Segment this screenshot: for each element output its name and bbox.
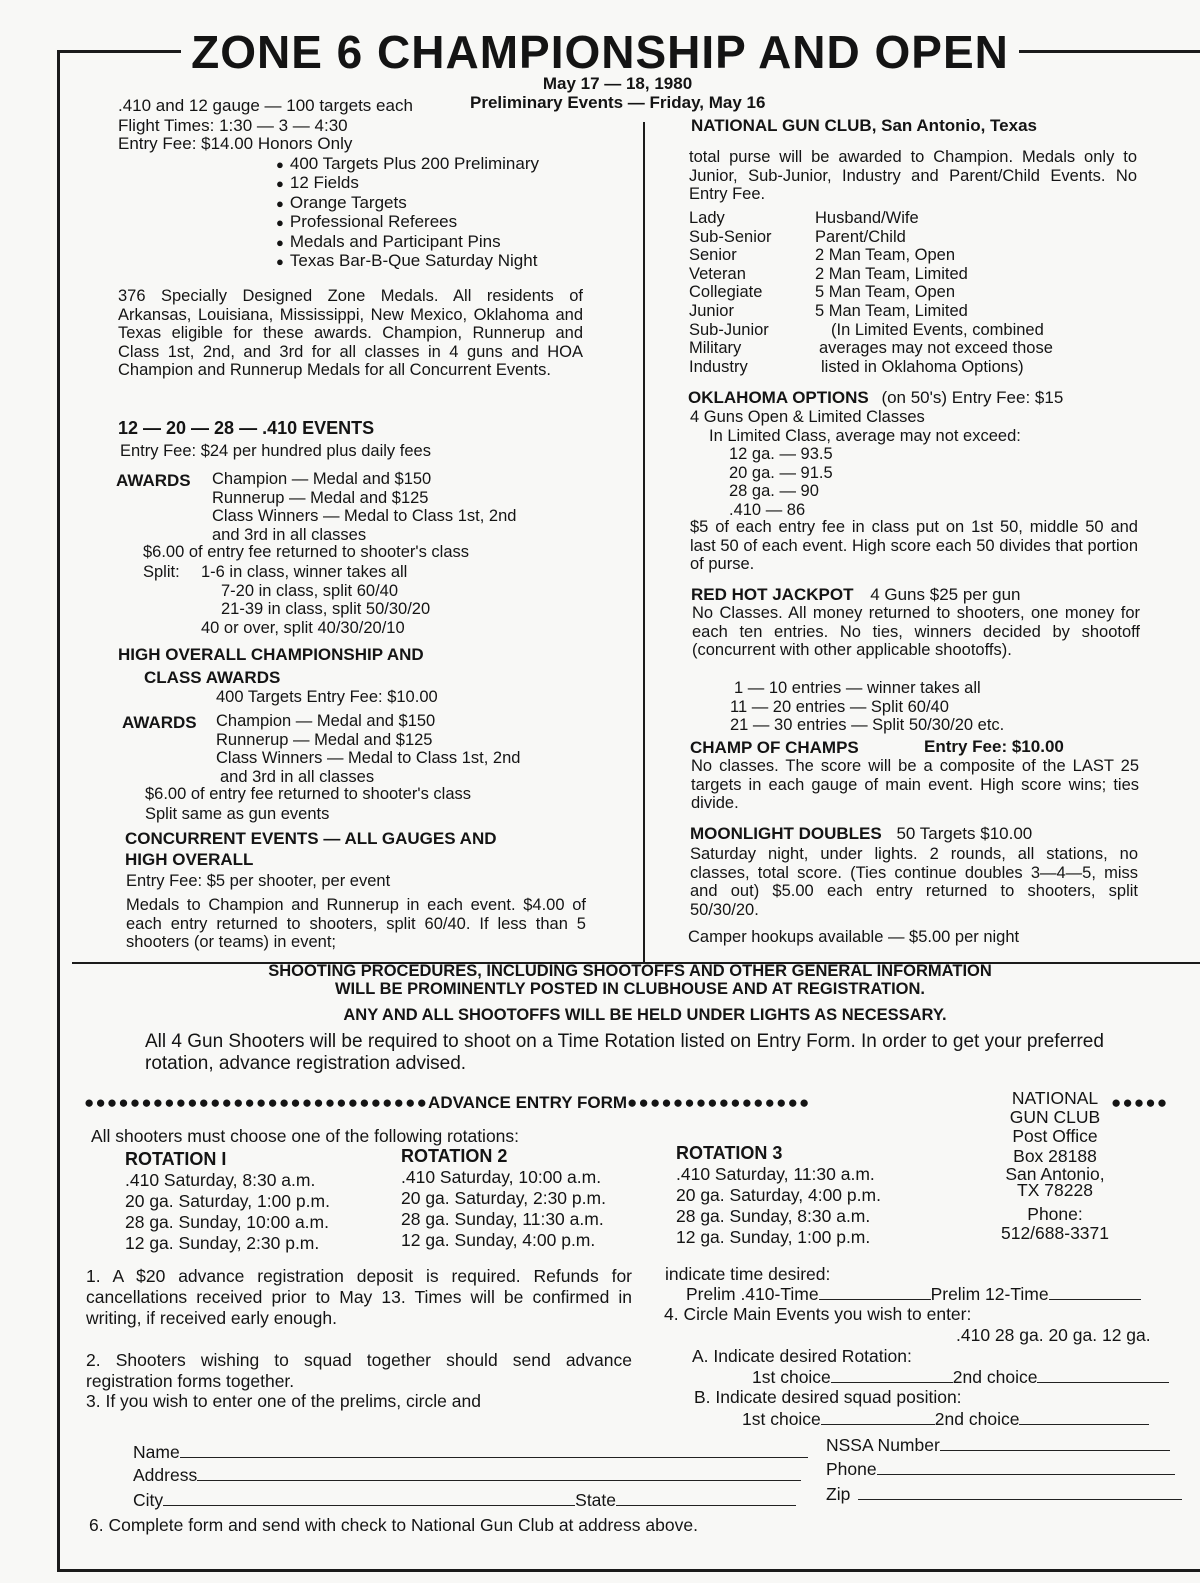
category-item: Junior bbox=[689, 301, 734, 320]
city-row bbox=[133, 1489, 796, 1511]
feature-item: ● Orange Targets bbox=[276, 194, 539, 213]
category-item: Sub-Junior bbox=[689, 320, 769, 339]
rotation-item: 20 ga. Saturday, 4:00 p.m. bbox=[676, 1185, 881, 1205]
zone-medals-text: 376 Specially Designed Zone Medals. All residents of Arkansas, Louisiana, Mississippi, New Mexico, Oklahoma and Texas eligible for these awards. Champion, Runnerup and Class 1st, 2nd, and 3rd for all classes in 4 guns and HOA Champion and Runnerup Medals for all Concurrent Events. bbox=[118, 287, 583, 380]
squad-first-choice-field[interactable] bbox=[821, 1408, 935, 1425]
dot-leader: ●●●●●●●●●●●●●●●● bbox=[627, 1093, 811, 1112]
award-line: Class Winners — Medal to Class 1st, 2nd bbox=[212, 507, 517, 526]
limit-item: .410 — 86 bbox=[729, 500, 806, 519]
prelim-410-field[interactable] bbox=[819, 1283, 931, 1300]
address-field[interactable] bbox=[197, 1464, 801, 1481]
oklahoma-heading-row bbox=[688, 388, 1063, 408]
nssa-label: NSSA Number bbox=[826, 1435, 940, 1455]
prelim-line: .410 and 12 gauge — 100 targets each bbox=[118, 96, 413, 115]
moonlight-sub: 50 Targets $10.00 bbox=[896, 824, 1033, 843]
jackpot-sub: 4 Guns $25 per gun bbox=[870, 585, 1021, 604]
hoa-heading: HIGH OVERALL CHAMPIONSHIP AND bbox=[118, 645, 424, 664]
jackpot-tiers bbox=[730, 679, 1004, 735]
form-item-2: 2. Shooters wishing to squad together should send advance registration forms together. bbox=[86, 1350, 632, 1391]
moonlight-heading: MOONLIGHT DOUBLES bbox=[690, 824, 882, 843]
prelim-12-field[interactable] bbox=[1049, 1283, 1141, 1300]
champ-text: No classes. The score will be a composite of the LAST 25 targets in each gauge of main event. High score wins; ties divide. bbox=[691, 757, 1139, 813]
limit-item: 28 ga. — 90 bbox=[729, 482, 819, 501]
oklahoma-guns: 4 Guns Open & Limited Classes bbox=[690, 408, 925, 426]
rotation-title: ROTATION 3 bbox=[676, 1143, 783, 1163]
category-item: listed in Oklahoma Options) bbox=[821, 357, 1024, 376]
category-item: Sub-Senior bbox=[689, 227, 772, 246]
squad-second-choice-field[interactable] bbox=[1019, 1408, 1149, 1425]
category-item: Collegiate bbox=[689, 283, 763, 302]
zip-row bbox=[826, 1483, 1182, 1505]
feature-item: ● Medals and Participant Pins bbox=[276, 233, 539, 252]
squad-choice-label: B. Indicate desired squad position: bbox=[694, 1387, 962, 1407]
prelim-410-label: Prelim .410-Time bbox=[686, 1284, 819, 1304]
events-splits bbox=[201, 563, 430, 637]
oklahoma-limited: In Limited Class, average may not exceed: bbox=[709, 427, 1021, 445]
category-item: Husband/Wife bbox=[815, 209, 919, 227]
category-item: Industry bbox=[689, 357, 748, 376]
concurrent-heading-2: HIGH OVERALL bbox=[125, 850, 254, 869]
rotation-item: 28 ga. Sunday, 8:30 a.m. bbox=[676, 1206, 871, 1226]
notice-line-2: WILL BE PROMINENTLY POSTED IN CLUBHOUSE AND AT REGISTRATION. bbox=[334, 980, 926, 998]
hoa-returned: $6.00 of entry fee returned to shooter's class bbox=[145, 785, 472, 803]
events-returned: $6.00 of entry fee returned to shooter's class bbox=[143, 543, 470, 561]
jackpot-heading-row bbox=[691, 585, 1020, 605]
oklahoma-sub: (on 50's) Entry Fee: $15 bbox=[881, 388, 1064, 407]
address-label: Address bbox=[133, 1465, 198, 1485]
city-label: City bbox=[133, 1490, 164, 1510]
rotation-item: 20 ga. Saturday, 1:00 p.m. bbox=[125, 1191, 330, 1211]
tier-item: 1 — 10 entries — winner takes all bbox=[734, 679, 981, 697]
address-line: Phone: bbox=[1027, 1203, 1083, 1224]
address-line: 512/688-3371 bbox=[1000, 1223, 1110, 1244]
name-row bbox=[133, 1441, 808, 1463]
award-line: Champion — Medal and $150 bbox=[216, 712, 436, 730]
oklahoma-heading: OKLAHOMA OPTIONS bbox=[688, 388, 869, 407]
concurrent-heading: CONCURRENT EVENTS — ALL GAUGES AND bbox=[125, 829, 497, 848]
rotation-choice-label: A. Indicate desired Rotation: bbox=[692, 1346, 912, 1366]
events-awards bbox=[212, 470, 516, 544]
flight-times: Flight Times: 1:30 — 3 — 4:30 bbox=[118, 116, 348, 135]
rotation-choice-row bbox=[752, 1366, 1169, 1388]
address-line: Box 28188 bbox=[1013, 1145, 1097, 1166]
first-choice-label: 1st choice bbox=[752, 1367, 831, 1387]
category-item: 5 Man Team, Limited bbox=[815, 301, 968, 320]
prelim-fee: Entry Fee: $14.00 Honors Only bbox=[118, 134, 353, 153]
champ-fee: Entry Fee: $10.00 bbox=[924, 737, 1064, 756]
category-item: (In Limited Events, combined bbox=[831, 320, 1044, 339]
category-list bbox=[689, 209, 772, 376]
address-row bbox=[133, 1464, 801, 1486]
tier-item: 11 — 20 entries — Split 60/40 bbox=[730, 697, 949, 716]
tier-item: 21 — 30 entries — Split 50/30/20 etc. bbox=[730, 716, 1005, 735]
purse-text: total purse will be awarded to Champion. Medals only to Junior, Sub-Junior, Industry and Parent/Child Events. No Entry Fee. bbox=[689, 148, 1137, 204]
camper-text: Camper hookups available — $5.00 per night bbox=[688, 928, 1020, 946]
category-item: averages may not exceed those bbox=[819, 339, 1053, 358]
oklahoma-limits bbox=[729, 445, 833, 519]
oklahoma-text: $5 of each entry fee in class put on 1st 50, middle 50 and last 50 of each event. High score each 50 divides that portion of purse. bbox=[690, 518, 1138, 574]
prelim-heading: Preliminary Events — Friday, May 16 bbox=[470, 93, 766, 112]
rotation-note: All 4 Gun Shooters will be required to shoot on a Time Rotation listed on Entry Form. In order to get your preferred rotation, advance registration advised. bbox=[145, 1031, 1104, 1074]
dot-leader-right: ●●●●● bbox=[1111, 1093, 1169, 1112]
rotation-item: 12 ga. Sunday, 2:30 p.m. bbox=[125, 1233, 320, 1253]
jackpot-text: No Classes. All money returned to shooters, one money for each ten entries. No ties, winners decided by shootoff (concurrent with other applicable shootoffs). bbox=[692, 604, 1140, 660]
feature-item: ● Professional Referees bbox=[276, 213, 539, 232]
address-line: GUN CLUB bbox=[1009, 1107, 1101, 1128]
rotation-item: .410 Saturday, 10:00 a.m. bbox=[401, 1167, 602, 1187]
category-item: Veteran bbox=[689, 264, 746, 283]
moonlight-text: Saturday night, under lights. 2 rounds, all stations, no classes, total score. (Ties continue doubles 3—4—5, miss and out) $5.00 each entry returned to shooters, split 50/30/20. bbox=[690, 845, 1138, 919]
notice-line-1: SHOOTING PROCEDURES, INCLUDING SHOOTOFFS AND OTHER GENERAL INFORMATION bbox=[268, 962, 992, 980]
category-item: Parent/Child bbox=[815, 227, 906, 246]
state-label: State bbox=[575, 1490, 617, 1510]
prelim-410-row bbox=[686, 1283, 1141, 1305]
indicate-text: indicate time desired: bbox=[665, 1264, 831, 1284]
club-heading: NATIONAL GUN CLUB, San Antonio, Texas bbox=[691, 116, 1037, 135]
nssa-field[interactable] bbox=[940, 1434, 1170, 1451]
club-address bbox=[990, 1089, 1120, 1243]
second-choice-label: 2nd choice bbox=[952, 1367, 1038, 1387]
award-line: Class Winners — Medal to Class 1st, 2nd bbox=[216, 749, 521, 768]
rotation-title: ROTATION I bbox=[125, 1149, 227, 1169]
notice-line-3: ANY AND ALL SHOOTOFFS WILL BE HELD UNDER LIGHTS AS NECESSARY. bbox=[343, 1006, 947, 1024]
address-line: NATIONAL bbox=[1011, 1088, 1099, 1108]
feature-item: ● 400 Targets Plus 200 Preliminary bbox=[276, 155, 539, 174]
category-item: 2 Man Team, Limited bbox=[815, 264, 968, 283]
name-field[interactable] bbox=[180, 1441, 808, 1458]
first-choice-label: 1st choice bbox=[742, 1409, 821, 1429]
rotation-item: 12 ga. Sunday, 4:00 p.m. bbox=[401, 1230, 596, 1250]
rotation-item: 12 ga. Sunday, 1:00 p.m. bbox=[676, 1227, 871, 1247]
gauge-options: .410 28 ga. 20 ga. 12 ga. bbox=[956, 1325, 1151, 1345]
nssa-row bbox=[826, 1434, 1170, 1456]
phone-row bbox=[826, 1458, 1175, 1480]
moonlight-heading-row bbox=[690, 824, 1032, 844]
form-item-1: 1. A $20 advance registration deposit is required. Refunds for cancellations received prior to May 13. Times will be confirmed in writing, if received early enough. bbox=[86, 1266, 632, 1328]
events-heading: 12 — 20 — 28 — .410 EVENTS bbox=[118, 418, 375, 438]
dot-leader: ●●●●●●●●●●●●●●●●●●●●●●●●●●●●●● bbox=[84, 1093, 429, 1112]
address-line: San Antonio, bbox=[1005, 1163, 1105, 1184]
form-item-4: 4. Circle Main Events you wish to enter: bbox=[664, 1304, 972, 1324]
events-fee: Entry Fee: $24 per hundred plus daily fees bbox=[120, 442, 431, 460]
rotation-item: 28 ga. Sunday, 11:30 a.m. bbox=[401, 1209, 604, 1229]
hoa-split: Split same as gun events bbox=[145, 805, 330, 823]
zip-field[interactable] bbox=[858, 1483, 1182, 1500]
category-item: 5 Man Team, Open bbox=[815, 283, 956, 302]
split-line: 7-20 in class, split 60/40 bbox=[221, 581, 399, 600]
form-item-6: 6. Complete form and send with check to National Gun Club at address above. bbox=[89, 1515, 698, 1535]
concurrent-text: Medals to Champion and Runnerup in each event. $4.00 of each entry returned to shooters, split 60/40. If less than 5 shooters (or teams) in event; bbox=[126, 896, 586, 952]
award-line: Champion — Medal and $150 bbox=[212, 470, 432, 488]
category-item: Military bbox=[689, 339, 742, 358]
events-awards-label: AWARDS bbox=[116, 471, 191, 490]
state-field[interactable] bbox=[616, 1489, 796, 1506]
form-item-3: 3. If you wish to enter one of the prelims, circle and bbox=[86, 1391, 481, 1411]
second-choice-label: 2nd choice bbox=[934, 1409, 1020, 1429]
split-label: Split: bbox=[143, 563, 180, 581]
feature-item: ● 12 Fields bbox=[276, 174, 539, 193]
category-list-2 bbox=[815, 209, 1053, 376]
feature-list bbox=[276, 155, 539, 271]
feature-item: ● Texas Bar-B-Que Saturday Night bbox=[276, 252, 539, 271]
rotation-item: .410 Saturday, 11:30 a.m. bbox=[676, 1164, 875, 1184]
rotation-1 bbox=[125, 1149, 330, 1254]
limit-item: 20 ga. — 91.5 bbox=[729, 463, 833, 482]
title-rule-right bbox=[1019, 50, 1200, 53]
category-item: 2 Man Team, Open bbox=[815, 246, 956, 265]
choose-text: All shooters must choose one of the following rotations: bbox=[91, 1126, 520, 1146]
zip-label: Zip bbox=[826, 1484, 851, 1504]
rotation-title: ROTATION 2 bbox=[401, 1146, 508, 1166]
rotation-second-choice-field[interactable] bbox=[1037, 1366, 1169, 1383]
squad-choice-row bbox=[742, 1408, 1149, 1430]
rotation-item: .410 Saturday, 8:30 a.m. bbox=[125, 1170, 316, 1190]
phone-label: Phone bbox=[826, 1459, 877, 1479]
award-line: and 3rd in all classes bbox=[220, 767, 375, 786]
form-heading: ADVANCE ENTRY FORM bbox=[428, 1093, 628, 1112]
event-dates: May 17 — 18, 1980 bbox=[542, 74, 693, 93]
rotation-item: 28 ga. Sunday, 10:00 a.m. bbox=[125, 1212, 329, 1232]
hoa-awards bbox=[216, 712, 520, 786]
city-field[interactable] bbox=[163, 1489, 575, 1506]
award-line: Runnerup — Medal and $125 bbox=[212, 488, 429, 507]
split-line: 40 or over, split 40/30/20/10 bbox=[201, 618, 405, 637]
limit-item: 12 ga. — 93.5 bbox=[729, 445, 833, 463]
page-title: ZONE 6 CHAMPIONSHIP AND OPEN bbox=[0, 25, 1200, 79]
column-divider bbox=[643, 122, 645, 962]
phone-field[interactable] bbox=[877, 1458, 1175, 1475]
hoa-heading-2: CLASS AWARDS bbox=[144, 668, 281, 687]
address-line: TX 78228 bbox=[1017, 1179, 1093, 1200]
category-item: Lady bbox=[689, 209, 725, 227]
award-line: Runnerup — Medal and $125 bbox=[216, 730, 433, 749]
category-item: Senior bbox=[689, 246, 737, 265]
hoa-fee: 400 Targets Entry Fee: $10.00 bbox=[216, 688, 438, 706]
concurrent-fee: Entry Fee: $5 per shooter, per event bbox=[126, 872, 391, 890]
rotation-2 bbox=[401, 1146, 606, 1251]
form-heading-row bbox=[84, 1093, 811, 1113]
rotation-3 bbox=[676, 1143, 881, 1248]
rotation-first-choice-field[interactable] bbox=[831, 1366, 953, 1383]
award-line: and 3rd in all classes bbox=[212, 525, 367, 544]
title-rule-left bbox=[57, 50, 181, 53]
prelim-12-label: Prelim 12-Time bbox=[930, 1284, 1049, 1304]
rotation-item: 20 ga. Saturday, 2:30 p.m. bbox=[401, 1188, 606, 1208]
jackpot-heading: RED HOT JACKPOT bbox=[691, 585, 854, 604]
champ-heading: CHAMP OF CHAMPS bbox=[690, 738, 859, 757]
address-line: Post Office bbox=[1012, 1126, 1098, 1147]
hoa-awards-label: AWARDS bbox=[122, 713, 197, 732]
name-label: Name bbox=[133, 1442, 180, 1462]
split-line: 1-6 in class, winner takes all bbox=[201, 563, 408, 581]
split-line: 21-39 in class, split 50/30/20 bbox=[221, 600, 431, 619]
